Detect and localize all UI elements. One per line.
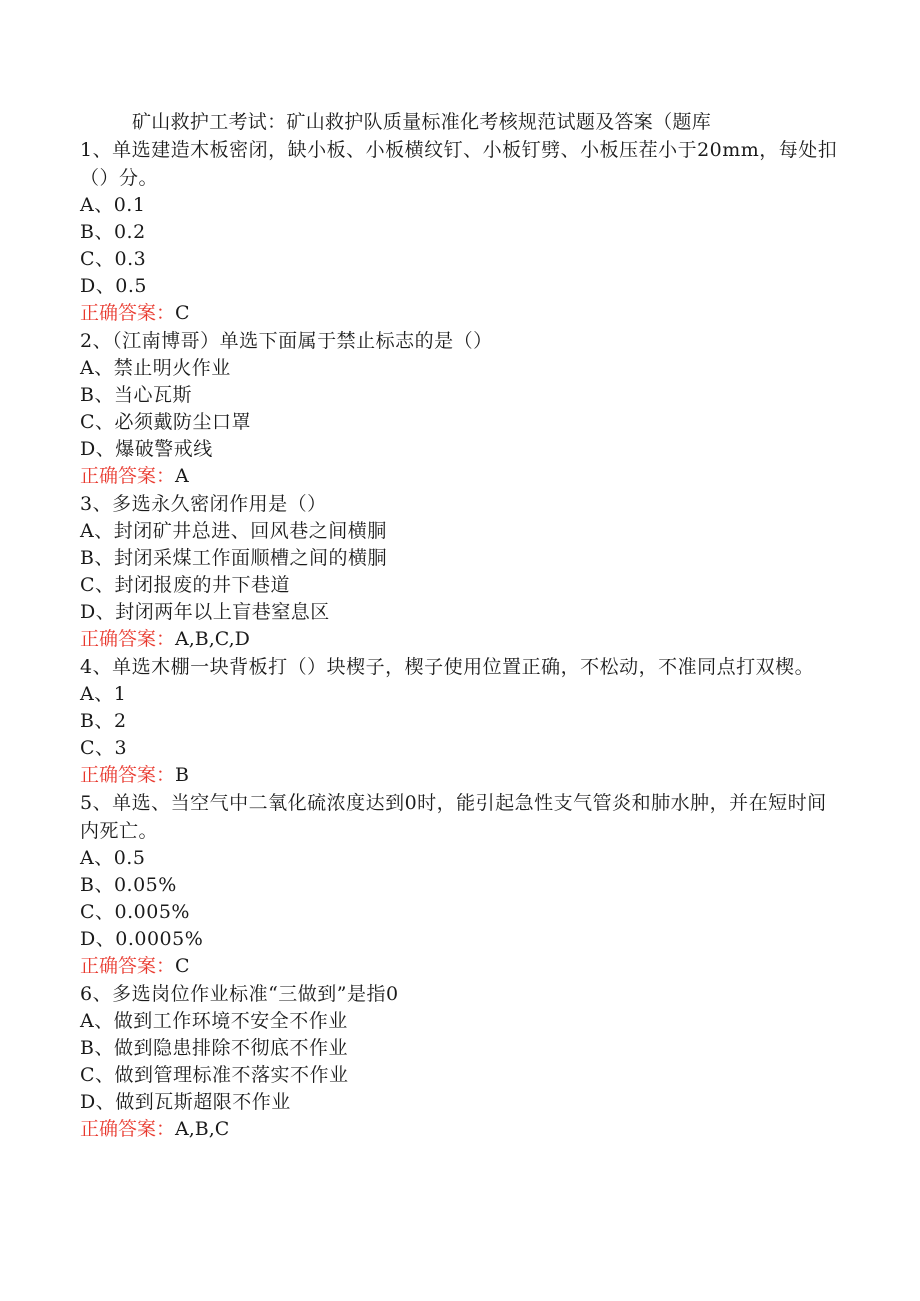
correct-answer-value: A [175, 465, 189, 487]
answer-option: A、0.1 [80, 194, 146, 216]
answer-option: B、封闭采煤工作面顺槽之间的横胴 [80, 547, 387, 569]
correct-answer-label: 正确答案： [80, 1118, 176, 1140]
answer-option: C、封闭报废的井下巷道 [80, 574, 291, 596]
question-stem: 4、单选木棚一块背板打（）块楔子，楔子使用位置正确，不松动，不准同点打双楔。 [80, 656, 815, 678]
question-stem: 2、（江南博哥）单选下面属于禁止标志的是（） [80, 330, 493, 352]
answer-option: A、禁止明火作业 [80, 357, 231, 379]
answer-option: D、爆破警戒线 [80, 438, 213, 460]
answer-option: C、0.005% [80, 901, 190, 923]
correct-answer-value: C [175, 302, 190, 324]
question-block [80, 789, 840, 980]
correct-answer [80, 1116, 840, 1143]
document-page [80, 108, 840, 1143]
question-block [80, 327, 840, 490]
correct-answer [80, 300, 840, 327]
correct-answer-value: A,B,C [175, 1118, 230, 1140]
correct-answer-value: A,B,C,D [175, 628, 250, 650]
correct-answer [80, 626, 840, 653]
question-stem: 5、单选、当空气中二氧化硫浓度达到0时，能引起急性支气管炎和肺水肿，并在短时间内死亡。 [80, 792, 827, 842]
answer-option: A、1 [80, 683, 127, 705]
answer-option: A、封闭矿井总进、回风巷之间横胴 [80, 520, 387, 542]
answer-option: A、做到工作环境不安全不作业 [80, 1010, 348, 1032]
correct-answer [80, 463, 840, 490]
answer-option: C、做到管理标准不落实不作业 [80, 1064, 349, 1086]
answer-option: B、做到隐患排除不彻底不作业 [80, 1037, 348, 1059]
question-stem: 1、单选建造木板密闭，缺小板、小板横纹钉、小板钉劈、小板压茬小于20mm，每处扣（）分。 [80, 139, 838, 189]
question-block [80, 490, 840, 653]
question-stem: 3、多选永久密闭作用是（） [80, 493, 327, 515]
correct-answer-value: C [175, 955, 190, 977]
answer-option: C、3 [80, 737, 128, 759]
answer-option: B、2 [80, 710, 127, 732]
document-title: 矿山救护工考试：矿山救护队质量标准化考核规范试题及答案（题库 [132, 111, 712, 133]
correct-answer-label: 正确答案： [80, 465, 176, 487]
question-block [80, 653, 840, 789]
answer-option: D、做到瓦斯超限不作业 [80, 1091, 291, 1113]
answer-option: A、0.5 [80, 847, 146, 869]
correct-answer-label: 正确答案： [80, 628, 176, 650]
answer-option: B、0.2 [80, 221, 146, 243]
answer-option: D、0.5 [80, 275, 147, 297]
answer-option: B、当心瓦斯 [80, 384, 192, 406]
answer-option: D、封闭两年以上盲巷窒息区 [80, 601, 330, 623]
correct-answer [80, 762, 840, 789]
answer-option: C、必须戴防尘口罩 [80, 411, 252, 433]
correct-answer [80, 953, 840, 980]
answer-option: C、0.3 [80, 248, 147, 270]
question-block [80, 136, 840, 327]
correct-answer-label: 正确答案： [80, 764, 176, 786]
question-list [80, 136, 840, 1143]
question-stem: 6、多选岗位作业标准“三做到”是指0 [80, 983, 399, 1005]
correct-answer-label: 正确答案： [80, 955, 176, 977]
correct-answer-label: 正确答案： [80, 302, 176, 324]
correct-answer-value: B [175, 764, 189, 786]
answer-option: D、0.0005% [80, 928, 204, 950]
question-block [80, 980, 840, 1143]
answer-option: B、0.05% [80, 874, 177, 896]
